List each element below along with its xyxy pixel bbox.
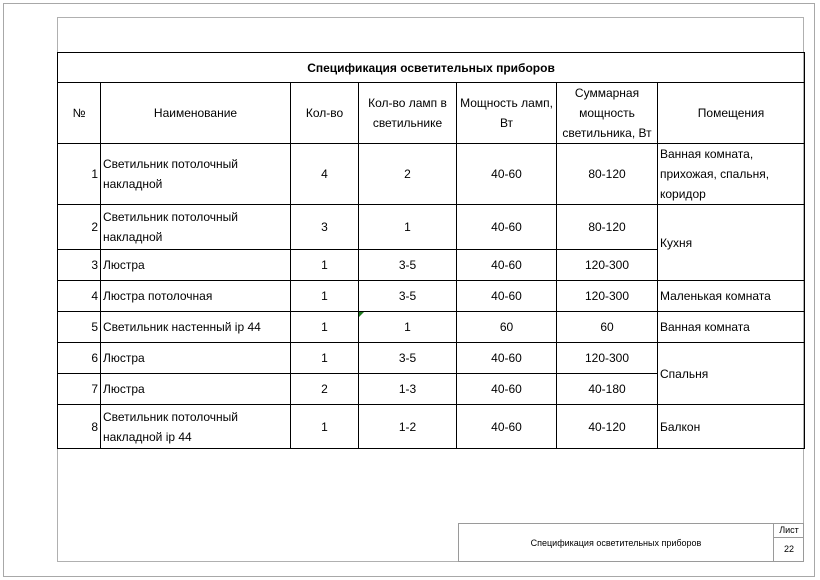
cell-lamps: 3-5 [359, 250, 457, 281]
cell-power: 40-60 [457, 250, 557, 281]
cell-rooms: Ванная комната [658, 312, 805, 343]
cell-lamps [359, 312, 457, 343]
cell-power: 40-60 [457, 374, 557, 405]
cell-total: 40-180 [557, 374, 658, 405]
title-block-name: Спецификация осветительных приборов [530, 537, 702, 548]
cell-num: 7 [58, 374, 101, 405]
cell-name: Светильник настенный ip 44 [101, 312, 291, 343]
table-row [58, 144, 805, 205]
cell-qty: 1 [291, 312, 359, 343]
cell-lamps-value: 1 [404, 320, 411, 334]
cell-num: 1 [58, 144, 101, 205]
cell-power: 40-60 [457, 205, 557, 250]
header-total: Суммарная мощность светильника, Вт [557, 83, 658, 144]
title-block-sheet [773, 524, 804, 561]
cell-power: 40-60 [457, 144, 557, 205]
cell-qty: 1 [291, 250, 359, 281]
header-lamps: Кол-во ламп в светильнике [359, 83, 457, 144]
cell-num: 4 [58, 281, 101, 312]
table-row [58, 343, 805, 374]
cell-num: 2 [58, 205, 101, 250]
cell-qty: 2 [291, 374, 359, 405]
cell-total: 120-300 [557, 343, 658, 374]
cell-name: Люстра [101, 343, 291, 374]
cell-lamps: 3-5 [359, 281, 457, 312]
cell-comment-marker [359, 312, 364, 317]
header-num: № [58, 83, 101, 144]
cell-name: Люстра [101, 374, 291, 405]
cell-lamps: 1 [359, 205, 457, 250]
cell-name: Люстра [101, 250, 291, 281]
cell-num: 8 [58, 405, 101, 449]
cell-qty: 1 [291, 281, 359, 312]
table-row [58, 205, 805, 250]
cell-total: 120-300 [557, 281, 658, 312]
cell-rooms: Маленькая комната [658, 281, 805, 312]
specification-table [57, 52, 805, 449]
cell-total: 40-120 [557, 405, 658, 449]
cell-lamps: 1-2 [359, 405, 457, 449]
cell-qty: 4 [291, 144, 359, 205]
cell-name: Светильник потолочный накладной ip 44 [101, 405, 291, 449]
table-row [58, 312, 805, 343]
cell-rooms: Кухня [658, 205, 805, 281]
header-qty: Кол-во [291, 83, 359, 144]
cell-power: 40-60 [457, 281, 557, 312]
cell-name: Люстра потолочная [101, 281, 291, 312]
table-title: Спецификация осветительных приборов [58, 53, 805, 83]
cell-total: 80-120 [557, 205, 658, 250]
header-row [58, 83, 805, 144]
header-rooms: Помещения [658, 83, 805, 144]
sheet-number: 22 [783, 544, 794, 554]
cell-num: 6 [58, 343, 101, 374]
cell-total: 80-120 [557, 144, 658, 205]
cell-name: Светильник потолочный накладной [101, 205, 291, 250]
cell-power: 40-60 [457, 343, 557, 374]
cell-qty: 1 [291, 405, 359, 449]
cell-lamps: 1-3 [359, 374, 457, 405]
cell-total: 60 [557, 312, 658, 343]
cell-power: 60 [457, 312, 557, 343]
header-name: Наименование [101, 83, 291, 144]
cell-lamps: 2 [359, 144, 457, 205]
cell-num: 3 [58, 250, 101, 281]
header-power: Мощность ламп, Вт [457, 83, 557, 144]
cell-rooms: Спальня [658, 343, 805, 405]
cell-total: 120-300 [557, 250, 658, 281]
table-row [58, 281, 805, 312]
cell-name: Светильник потолочный накладной [101, 144, 291, 205]
cell-power: 40-60 [457, 405, 557, 449]
cell-qty: 1 [291, 343, 359, 374]
cell-qty: 3 [291, 205, 359, 250]
cell-rooms: Ванная комната, прихожая, спальня, коридор [658, 144, 805, 205]
title-block [458, 523, 804, 562]
cell-rooms: Балкон [658, 405, 805, 449]
cell-lamps: 3-5 [359, 343, 457, 374]
sheet-label: Лист [774, 524, 804, 538]
table-row [58, 405, 805, 449]
cell-num: 5 [58, 312, 101, 343]
